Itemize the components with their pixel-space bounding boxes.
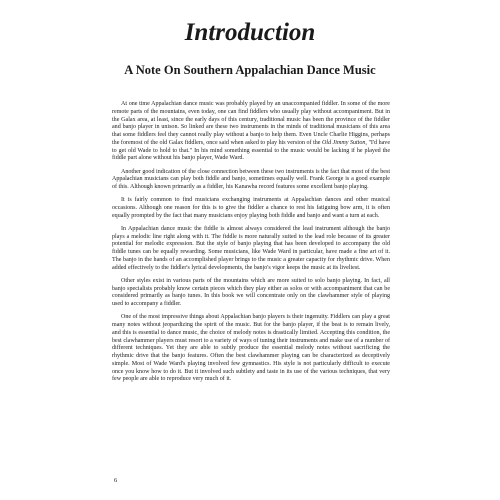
paragraph	[112, 226, 390, 273]
page-title: Introduction	[184, 19, 316, 46]
paragraph-text: In Appalachian dance music the fiddle is almost always considered the lead instrument although the banjo plays a melodic line right along with it. The fiddle is more naturally suited to the lead role because of its greater potential for melodic expression. But the style of banjo playing that has been developed to accompany the old fiddle tunes can be equally rewarding. Some musicians, like Wade Ward in particular, have made a fine art of it. The banjo in the hands of an accomplished player brings to the music a greater capacity for rhythmic drive. When added effectively to the fiddler's lyrical developments, the banjo's vigor keeps the music at its liveliest.	[112, 225, 390, 271]
paragraph	[112, 278, 390, 309]
paragraph-text: , "I'd have to get old Wade to hold to that." In his mind something essential to the music would be lacking if he played the fiddle part alone without his banjo player, Wade Ward.	[112, 139, 391, 162]
paragraph	[112, 197, 390, 220]
paragraph-text: One of the most impressive things about Appalachian banjo players is their ingenuity. Fiddlers can play a great many notes without jeopardizing the spirit of the music. But for the banjo player, if the beat is to remain lively, and this is essential to dance music, the choice of melody notes is drastically limited. Accepting this condition, the best clawhammer players must resort to a variety of ways of tuning their instruments and make use of a number of different techniques. Yet they are able to subtly produce the essential melody notes without sacrificing the rhythmic drive that the banjo features. Often the best clawhammer playing can be characterized as deceptively simple. Most of Wade Ward's playing involved few gymnastics. His style is not particularly difficult to execute once you know how to do it. But it involved such subtlety and taste in its use of the various techniques, that very few people are able to reproduce very much of it.	[112, 314, 390, 383]
paragraph	[112, 314, 390, 384]
paragraph	[112, 169, 390, 192]
paragraph	[112, 101, 390, 163]
italic-title-text: Old Jimmy Sutton	[322, 139, 366, 146]
paragraph-text: Another good indication of the close connection between these two instruments is the fact that most of the best Appalachian musicians can play both fiddle and banjo, sometimes equally well. Frank George is a good example of this. Although known primarily as a fiddler, his Kanawha record features some excellent banjo playing.	[112, 168, 390, 191]
paragraph-text: Other styles exist in various parts of the mountains which are more suited to solo banjo playing. In fact, all banjo specialists probably know certain pieces which they play either as solos or with accompaniment that can be considered primarily as banjo tunes. In this book we will concentrate only on the clawhammer style of playing used to accompany a fiddler.	[112, 277, 390, 308]
paragraph-text: It is fairly common to find musicians exchanging instruments at Appalachian dances and other musical occasions. Although one reason for this is to give the fiddler a chance to rest his fatiguing bow arm, it is often equally prompted by the fact that many musicians enjoy playing both fiddle and banjo and want a turn at each.	[112, 197, 390, 219]
section-subtitle: A Note On Southern Appalachian Dance Music	[124, 63, 376, 77]
page-number: 6	[114, 477, 118, 484]
body-text	[112, 101, 390, 390]
paragraph-text: At one time Appalachian dance music was probably played by an unaccompanied fiddler. In some of the more remote parts of the mountains, even today, one can find fiddlers who usually play without accompaniment. But in the Galax area, at least, since the early days of this century, traditional music has been the province of the fiddler and banjo player in unison. So linked are these two instruments in the minds of traditional musicians of this area that some fiddlers feel they cannot really play without a banjo to help them. Even Uncle Charlie Higgins, perhaps the foremost of the old Galax fiddlers, once said when asked to play his version of the	[112, 101, 390, 146]
